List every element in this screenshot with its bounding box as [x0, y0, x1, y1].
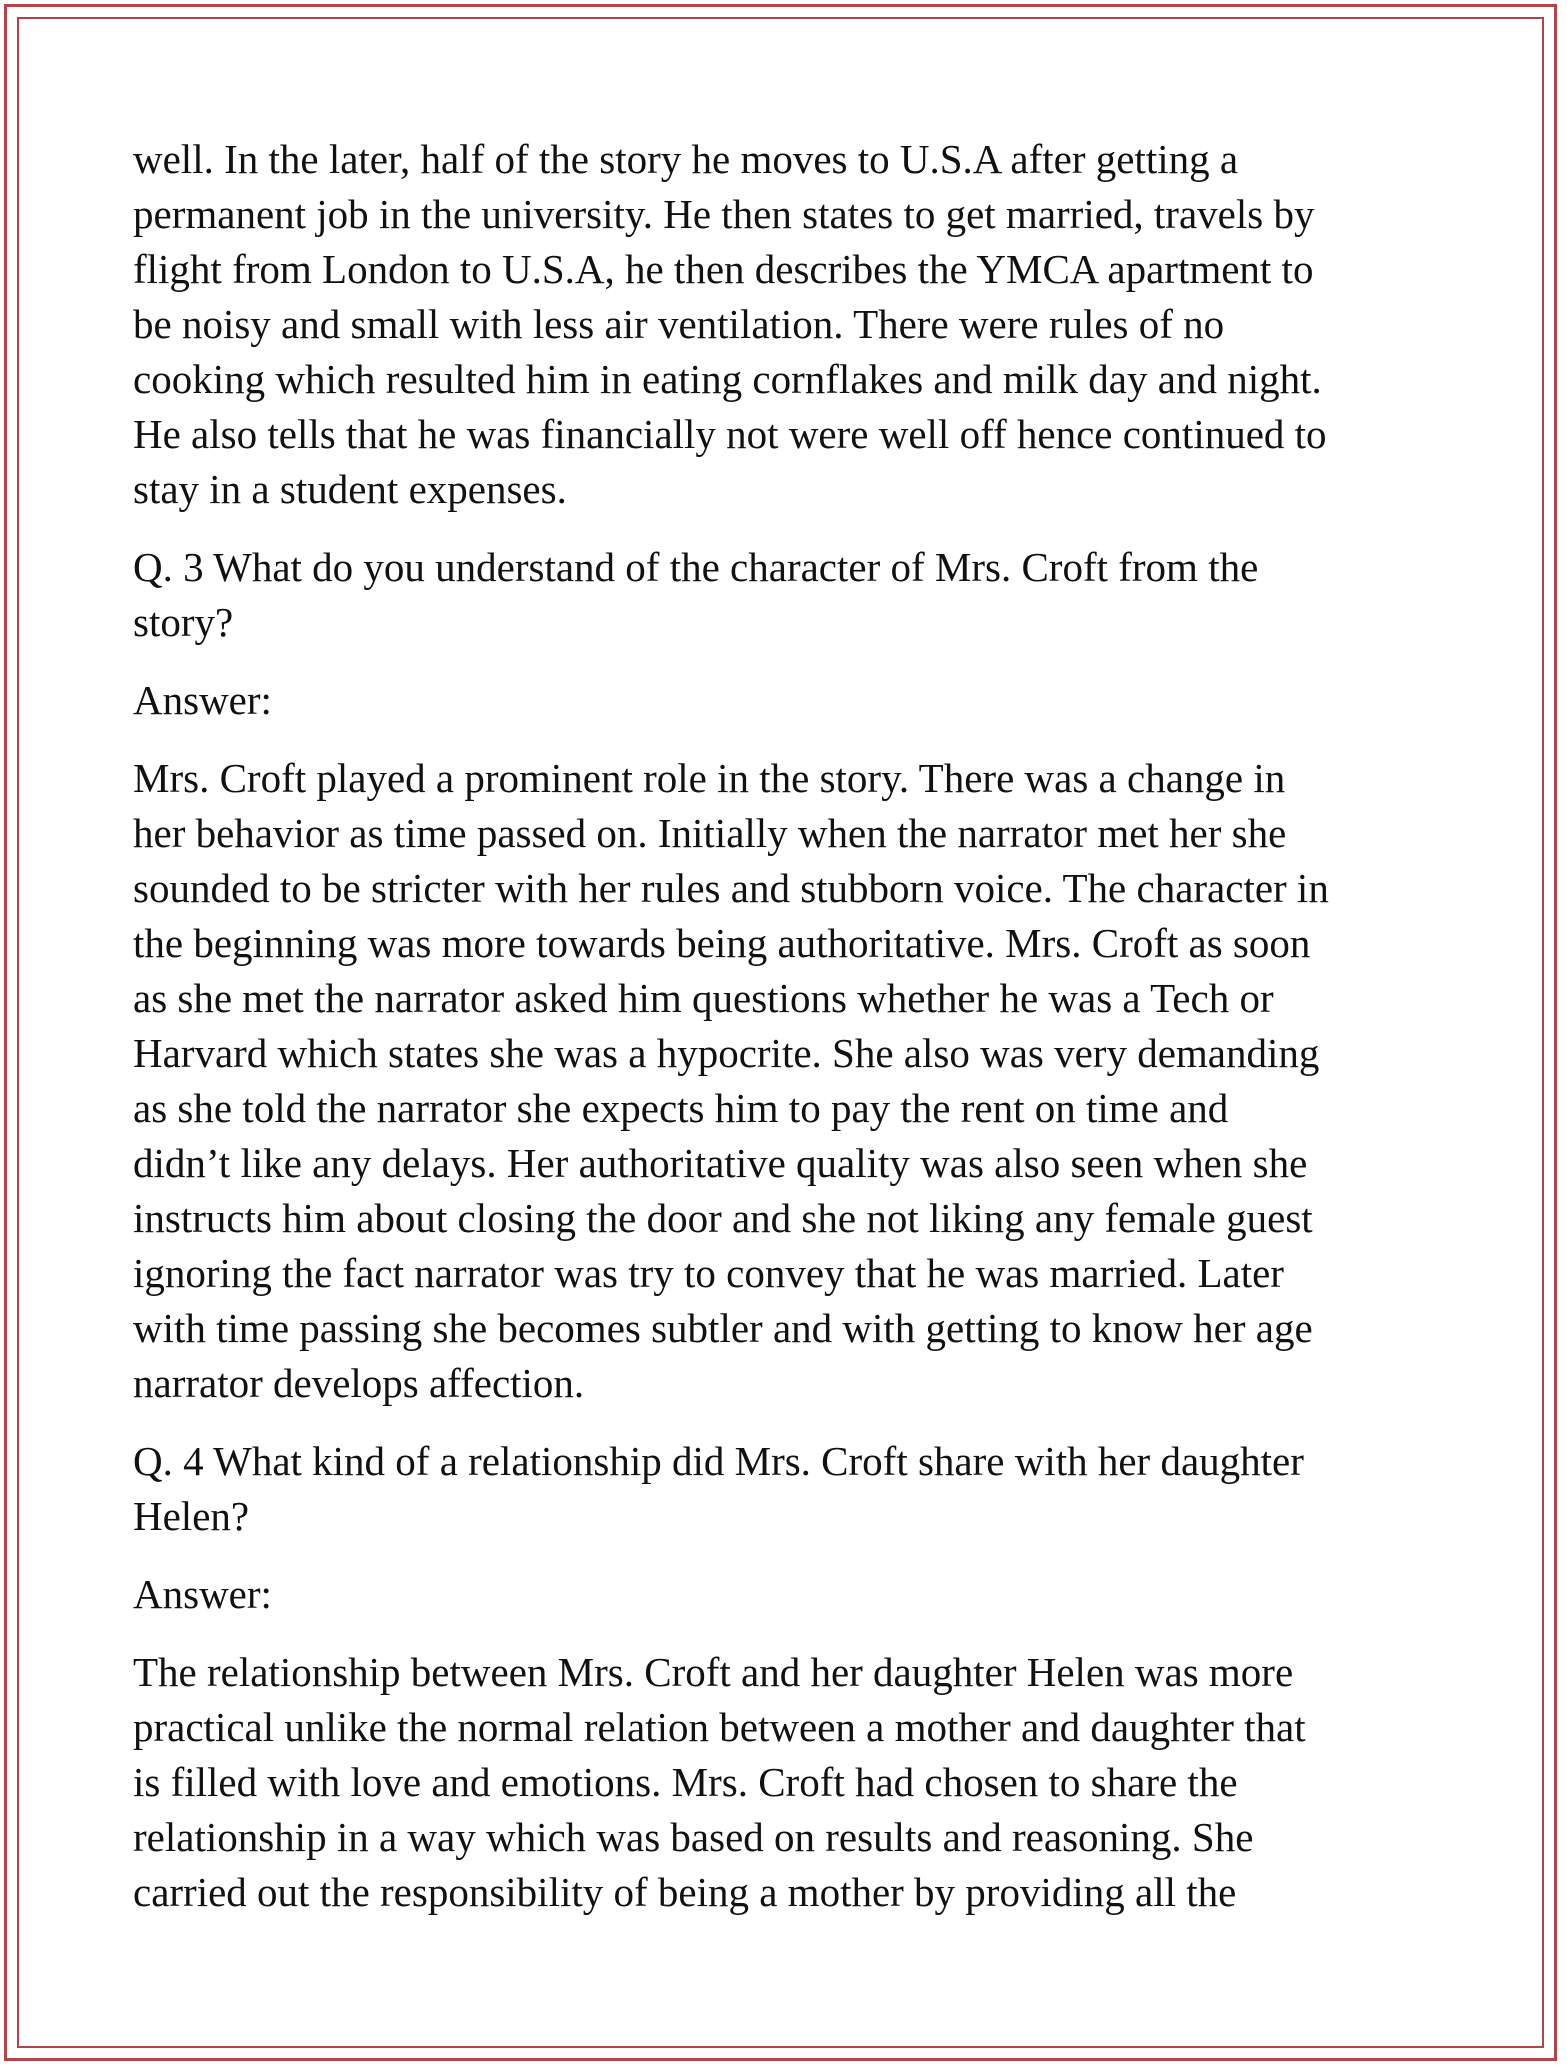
text-line: Answer:: [133, 677, 272, 723]
text-line: Q. 3 What do you understand of the character of Mrs. Croft from the: [133, 544, 1259, 590]
text-line: practical unlike the normal relation between a mother and daughter that: [133, 1704, 1306, 1750]
text-line: He also tells that he was financially not were well off hence continued to: [133, 411, 1327, 457]
text-line: didn’t like any delays. Her authoritative quality was also seen when she: [133, 1140, 1308, 1186]
answer-4-paragraph: [133, 1645, 1443, 1920]
text-line: carried out the responsibility of being a mother by providing all the: [133, 1869, 1237, 1915]
text-line: the beginning was more towards being authoritative. Mrs. Croft as soon: [133, 920, 1311, 966]
text-line: be noisy and small with less air ventilation. There were rules of no: [133, 301, 1225, 347]
paragraph-continuation: [133, 132, 1443, 517]
answer-label: [133, 673, 1443, 728]
text-line: her behavior as time passed on. Initially when the narrator met her she: [133, 810, 1287, 856]
text-line: ignoring the fact narrator was try to convey that he was married. Later: [133, 1250, 1284, 1296]
text-line: Mrs. Croft played a prominent role in the story. There was a change in: [133, 755, 1286, 801]
text-line: The relationship between Mrs. Croft and her daughter Helen was more: [133, 1649, 1294, 1695]
text-line: well. In the later, half of the story he moves to U.S.A after getting a: [133, 136, 1239, 182]
text-line: permanent job in the university. He then states to get married, travels by: [133, 191, 1315, 237]
text-line: Helen?: [133, 1493, 250, 1539]
text-line: instructs him about closing the door and she not liking any female guest: [133, 1195, 1313, 1241]
text-line: as she told the narrator she expects him to pay the rent on time and: [133, 1085, 1229, 1131]
text-line: Harvard which states she was a hypocrite. She also was very demanding: [133, 1030, 1320, 1076]
text-line: with time passing she becomes subtler and with getting to know her age: [133, 1305, 1313, 1351]
text-line: Answer:: [133, 1571, 272, 1617]
text-line: cooking which resulted him in eating cornflakes and milk day and night.: [133, 356, 1322, 402]
answer-3-paragraph: [133, 751, 1443, 1411]
text-line: Q. 4 What kind of a relationship did Mrs. Croft share with her daughter: [133, 1438, 1304, 1484]
text-line: relationship in a way which was based on results and reasoning. She: [133, 1814, 1254, 1860]
text-line: as she met the narrator asked him questions whether he was a Tech or: [133, 975, 1274, 1021]
question-3: [133, 540, 1443, 650]
text-line: stay in a student expenses.: [133, 466, 567, 512]
text-line: sounded to be stricter with her rules and stubborn voice. The character in: [133, 865, 1329, 911]
document-body: [133, 132, 1443, 1943]
text-line: is filled with love and emotions. Mrs. Croft had chosen to share the: [133, 1759, 1238, 1805]
text-line: narrator develops affection.: [133, 1360, 585, 1406]
question-4: [133, 1434, 1443, 1544]
answer-label: [133, 1567, 1443, 1622]
text-line: flight from London to U.S.A, he then describes the YMCA apartment to: [133, 246, 1314, 292]
text-line: story?: [133, 599, 234, 645]
